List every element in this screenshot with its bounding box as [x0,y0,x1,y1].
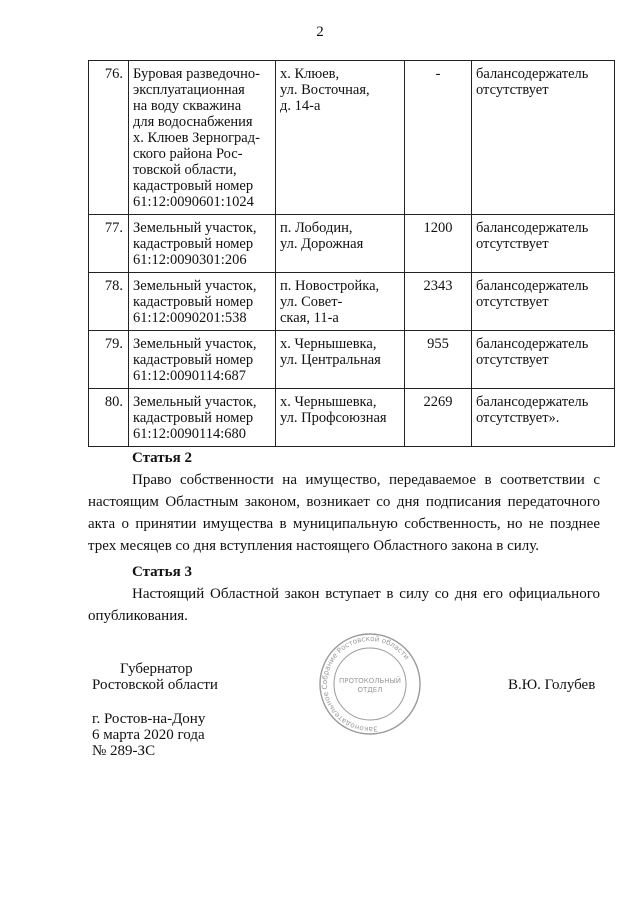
row-object-name: Земельный участок, кадастровый номер 61:12:0090114:680 [129,389,276,447]
row-area: 2269 [405,389,472,447]
row-balance-holder: балансодержатель отсутствует [472,331,615,389]
table-row [89,273,615,331]
row-balance-holder: балансодержатель отсутствует [472,61,615,215]
article-3-title: Статья 3 [132,564,192,580]
row-area: 2343 [405,273,472,331]
stamp-center-text-1: ПРОТОКОЛЬНЫЙ [338,677,402,685]
stamp-seal-icon [318,632,422,736]
row-balance-holder: балансодержатель отсутствует [472,273,615,331]
row-area: 1200 [405,215,472,273]
article-2-title: Статья 2 [132,450,192,466]
row-address: х. Чернышевка, ул. Профсоюзная [276,389,405,447]
table-row [89,331,615,389]
table-row [89,215,615,273]
property-table-body [89,61,615,447]
signatory-position-line2: Ростовской области [92,677,218,693]
row-object-name: Буровая разведочно- эксплуатационная на воду скважина для водоснабжения х. Клюев Зерноград- ского района Рос- товской области, кадастровый номер 61:12:0090601:1024 [129,61,276,215]
official-stamp [318,632,422,736]
signatory-position-line1: Губернатор [120,661,193,677]
signatory-name: В.Ю. Голубев [508,677,596,693]
article-2-text: Право собственности на имущество, передаваемое в соответствии с настоящим Областным законом, возникает со дня подписания передаточного акта о принятии имущества в муниципальную собственность, но не позднее трех месяцев со дня вступления настоящего Областного закона в силу. [88,472,600,554]
property-table [88,60,615,447]
row-number: 79. [89,331,129,389]
article-3-text: Настоящий Областной закон вступает в силу со дня его официального опубликования. [88,586,600,624]
place-date: 6 марта 2020 года [92,727,205,743]
row-area: 955 [405,331,472,389]
row-balance-holder: балансодержатель отсутствует». [472,389,615,447]
row-object-name: Земельный участок, кадастровый номер 61:12:0090201:538 [129,273,276,331]
place-city: г. Ростов-на-Дону [92,711,206,727]
row-number: 80. [89,389,129,447]
row-number: 76. [89,61,129,215]
table-row [89,389,615,447]
stamp-ring-text: Законодательное Собрание Ростовской области [319,633,412,735]
law-number: № 289-ЗС [92,743,156,759]
row-number: 78. [89,273,129,331]
row-address: х. Клюев, ул. Восточная, д. 14-а [276,61,405,215]
stamp-center-text-2: ОТДЕЛ [357,686,383,694]
row-object-name: Земельный участок, кадастровый номер 61:12:0090301:206 [129,215,276,273]
page-number: 2 [316,24,324,40]
row-number: 77. [89,215,129,273]
row-object-name: Земельный участок, кадастровый номер 61:12:0090114:687 [129,331,276,389]
row-area: - [405,61,472,215]
row-address: п. Новостройка, ул. Совет- ская, 11-а [276,273,405,331]
row-address: п. Лободин, ул. Дорожная [276,215,405,273]
row-address: х. Чернышевка, ул. Центральная [276,331,405,389]
row-balance-holder: балансодержатель отсутствует [472,215,615,273]
table-row [89,61,615,215]
